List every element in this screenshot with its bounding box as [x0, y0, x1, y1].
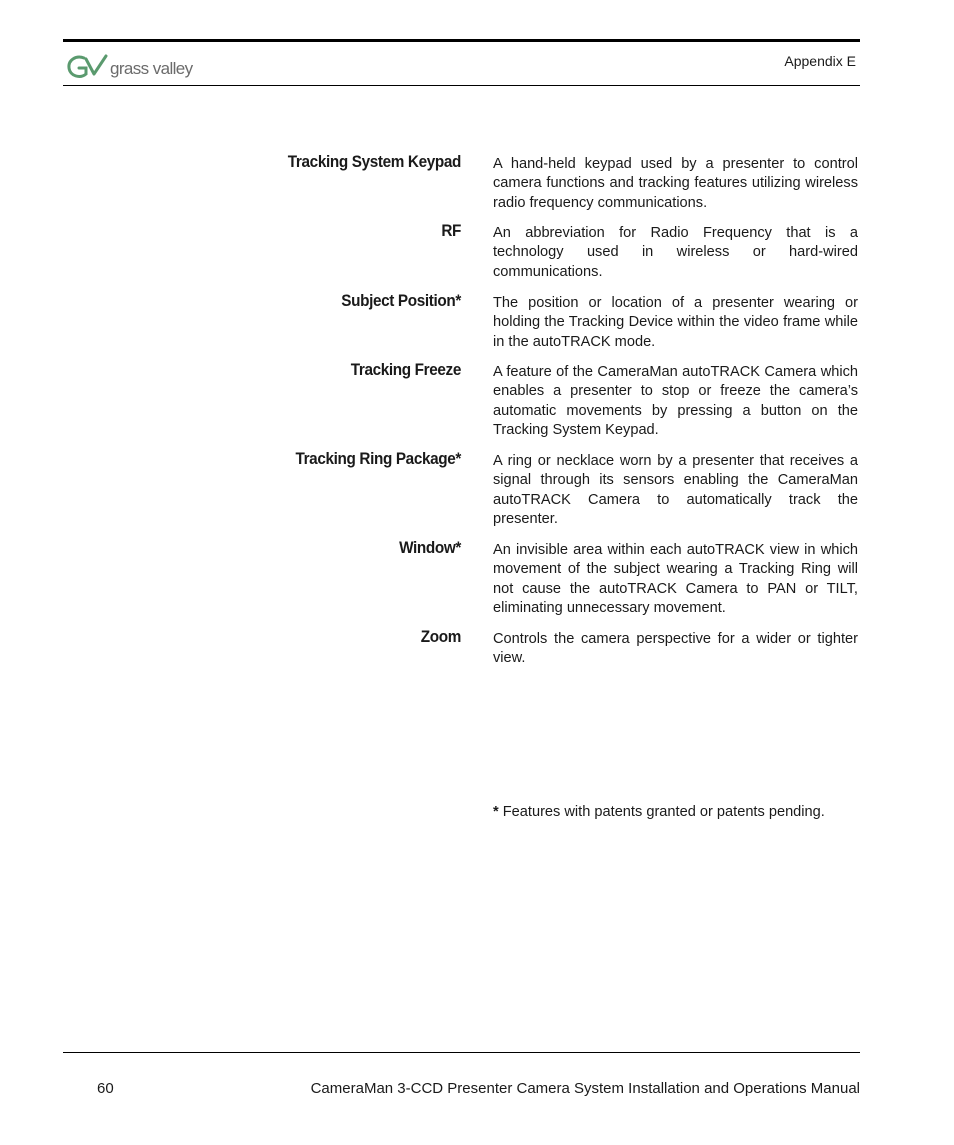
- header-bottom-rule: [63, 85, 860, 86]
- glossary-term: Tracking System Keypad: [287, 152, 461, 171]
- glossary-term: Tracking Ring Package*: [295, 449, 461, 468]
- glossary-entry: [0, 627, 954, 667]
- footnote-marker: *: [493, 804, 499, 820]
- manual-title: CameraMan 3-CCD Presenter Camera System Installation and Operations Manual: [310, 1080, 860, 1097]
- glossary-definition: A hand-held keypad used by a presenter to control camera functions and tracking features utilizing wireless radio frequency communications.: [493, 156, 858, 211]
- logo-wordmark: grass valley: [110, 59, 193, 78]
- glossary-entry: [0, 221, 954, 280]
- glossary-entry: [0, 360, 954, 438]
- glossary-list: [0, 152, 954, 678]
- footnote-text: Features with patents granted or patents pending.: [502, 804, 825, 820]
- glossary-entry: [0, 291, 954, 349]
- section-label: Appendix E: [784, 53, 856, 69]
- glossary-term: Tracking Freeze: [350, 360, 461, 379]
- glossary-term: Subject Position*: [341, 291, 461, 310]
- glossary-term: Zoom: [420, 627, 461, 646]
- gv-logo-icon: [66, 52, 211, 82]
- glossary-term: RF: [441, 221, 461, 240]
- glossary-definition: A ring or necklace worn by a presenter that receives a signal through its sensors enabling the CameraMan autoTRACK Camera to automatically track the presenter.: [493, 453, 858, 528]
- glossary-entry: [0, 538, 954, 616]
- grass-valley-logo: [66, 52, 211, 82]
- glossary-definition: The position or location of a presenter wearing or holding the Tracking Device within the video frame while in the autoTRACK mode.: [493, 295, 858, 350]
- glossary-definition: Controls the camera perspective for a wider or tighter view.: [493, 631, 858, 667]
- glossary-entry: [0, 152, 954, 210]
- header-top-rule: [63, 39, 860, 42]
- glossary-definition: An invisible area within each autoTRACK view in which movement of the subject wearing a Tracking Ring will not cause the autoTRACK Camera to PAN or TILT, eliminating unnecessary movement.: [493, 542, 858, 617]
- patent-footnote: [493, 804, 825, 820]
- glossary-definition: A feature of the CameraMan autoTRACK Camera which enables a presenter to stop or freeze the camera’s automatic movements by pressing a button on the Tracking System Keypad.: [493, 364, 858, 439]
- footer-rule: [63, 1052, 860, 1053]
- glossary-entry: [0, 449, 954, 527]
- glossary-definition: An abbreviation for Radio Frequency that is a technology used in wireless or hard-wired communications.: [493, 225, 858, 280]
- glossary-term: Window*: [399, 538, 461, 557]
- page-number: 60: [97, 1080, 114, 1097]
